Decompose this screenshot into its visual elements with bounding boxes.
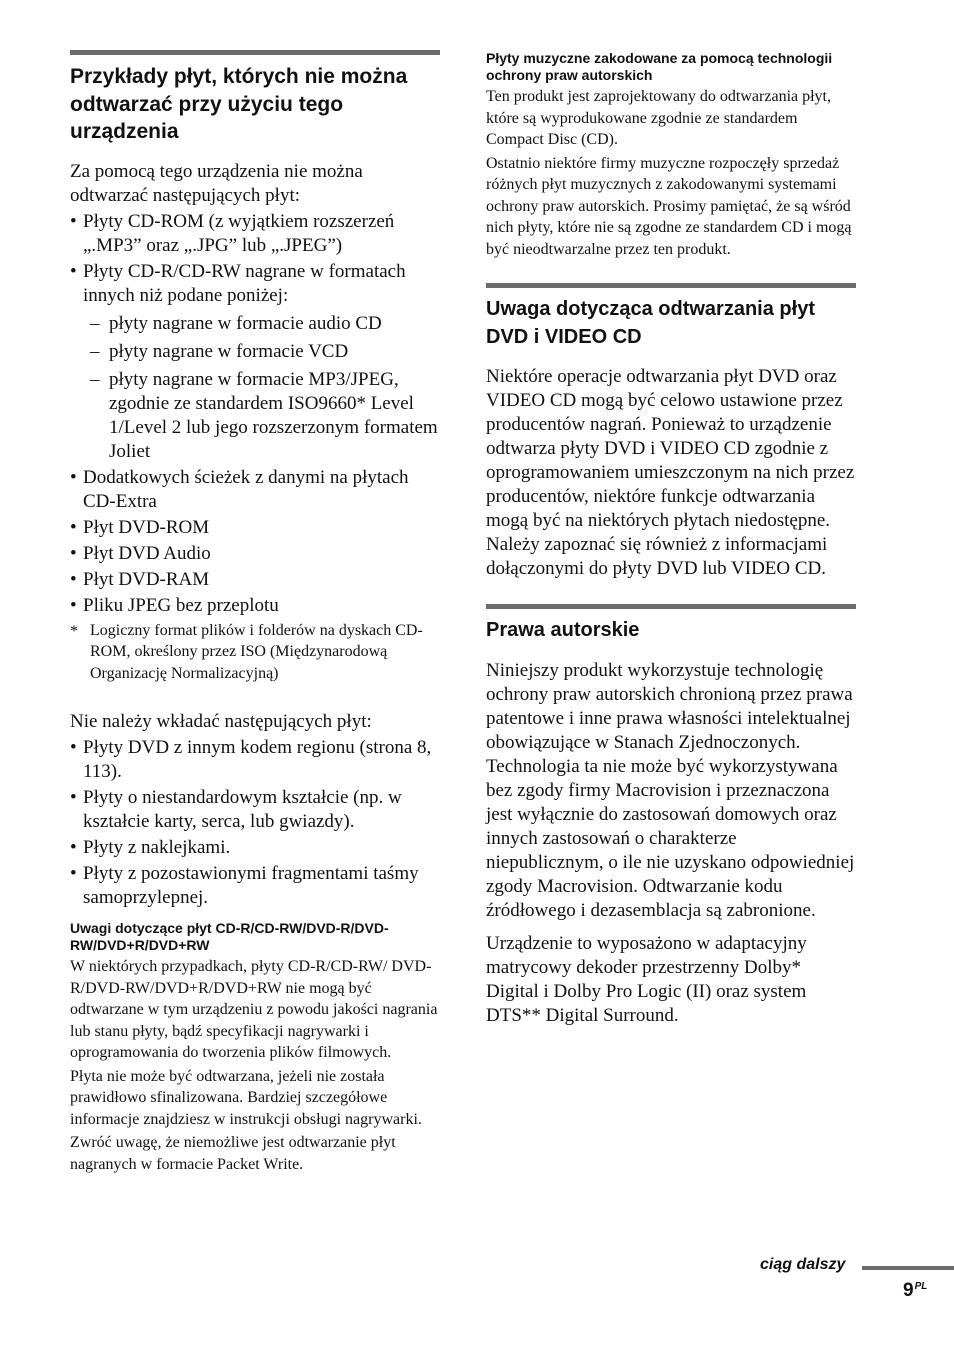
body-paragraph: Urządzenie to wyposażono w adaptacyjny matrycowy dekoder przestrzenny Dolby* Digital i Dolby Pro Logic (II) oraz system DTS** Digital Surround. [486,932,807,1026]
body-paragraph: Niektóre operacje odtwarzania płyt DVD oraz VIDEO CD mogą być celowo ustawione przez producentów nagrań. Ponieważ to urządzenie odtwarza płyty DVD i VIDEO CD zgodnie z oprogramowaniem umieszczonym na nich przez producentów, niektóre funkcje odtwarzania mogą być na niektórych płytach niedostępne. Należy zapoznać się również z informacjami dołączonymi do płyty DVD lub VIDEO CD. [486,366,855,579]
note-paragraph: Ten produkt jest zaprojektowany do odtwarzania płyt, które są wyprodukowane zgodnie ze standardem Compact Disc (CD). [486,88,831,148]
section-heading-unplayable-discs: Przykłady płyt, których nie można odtwarzać przy użyciu tego urządzenia [70,65,408,143]
section-rule [70,50,440,55]
section-rule [486,604,856,609]
right-column [486,50,856,1028]
page-number [903,1280,927,1302]
list-item: • Płyty o niestandardowym kształcie (np. w kształcie karty, serca, lub gwiazdy). [70,786,440,834]
sub-list-item: – płyty nagrane w formacie VCD [70,340,440,364]
subheading-recordable-discs: Uwagi dotyczące płyt CD-R/CD-RW/DVD-R/DVD-RW/DVD+R/DVD+RW [70,920,389,953]
list-item: • Płyty DVD z innym kodem regionu (strona 8, 113). [70,736,440,784]
note-paragraph: Ostatnio niektóre firmy muzyczne rozpoczęły sprzedaż różnych płyt muzycznych z zakodowanymi systemami ochrony praw autorskich. Prosimy pamiętać, że są wśród nich płyty, które nie są zgodne ze standardem CD i mogą być nieodtwarzalne przez ten produkt. [486,154,852,258]
list-item: • Płyty CD-ROM (z wyjątkiem rozszerzeń „.MP3” oraz „.JPG” lub „.JPEG”) [70,210,440,258]
note-paragraph: W niektórych przypadkach, płyty CD-R/CD-RW/ DVD-R/DVD-RW/DVD+R/DVD+RW nie mogą być odtwarzane w tym urządzeniu z powodu jakości nagrania lub stanu płyty, bądź specyfikacji nagrywarki i oprogramowania do tworzenia plików filmowych. [70,958,438,1061]
footnote: * Logiczny format plików i folderów na dyskach CD-ROM, określony przez ISO (Międzynarodową Organizację Normalizacyjną) [70,620,440,685]
note-paragraph: Płyta nie może być odtwarzana, jeżeli nie została prawidłowo sfinalizowana. Bardziej szczegółowe informacje znajdziesz w instrukcji obsługi nagrywarki. [70,1067,422,1128]
list-item: • Płyty CD-R/CD-RW nagrane w formatach innych niż podane poniżej: [70,260,440,308]
intro-paragraph: Za pomocą tego urządzenia nie można odtwarzać następujących płyt: [70,160,363,206]
section-heading-dvd-vcd-playback: Uwaga dotycząca odtwarzania płyt DVD i VIDEO CD [486,298,815,348]
sub-list-item: – płyty nagrane w formacie MP3/JPEG, zgodnie ze standardem ISO9660* Level 1/Level 2 lub jego rozszerzonym formatem Joliet [70,368,440,464]
list-item: • Pliku JPEG bez przeplotu [70,594,440,618]
list-item: • Płyt DVD Audio [70,542,440,566]
page-number-value: 9 [903,1280,914,1301]
list-item: • Płyt DVD-RAM [70,568,440,592]
section-heading-copyright: Prawa autorskie [486,619,640,641]
list-item: • Dodatkowych ścieżek z danymi na płytach CD-Extra [70,466,440,514]
continued-bar [862,1266,954,1270]
list-item: • Płyt DVD-ROM [70,516,440,540]
list-item: • Płyty z pozostawionymi fragmentami taśmy samoprzylepnej. [70,862,440,910]
body-paragraph: Niniejszy produkt wykorzystuje technologię ochrony praw autorskich chronioną przez prawa patentowe i inne prawa własności intelektualnej obowiązujące w Stanach Zjednoczonych. Technologia ta nie może być wykorzystywana bez zgody firmy Macrovision i przeznaczona jest wyłącznie do zastosowań domowych oraz innych zastosowań o charakterze niepublicznym, o ile nie uzyskano odpowiedniej zgody Macrovision. Odtwarzanie kodu źródłowego i dezasemblacja są zabronione. [486,659,855,921]
intro-paragraph-2: Nie należy wkładać następujących płyt: [70,711,372,732]
continued-label: ciąg dalszy [760,1256,846,1273]
section-rule [486,283,856,288]
note-paragraph: Zwróć uwagę, że niemożliwe jest odtwarzanie płyt nagranych w formacie Packet Write. [70,1134,396,1173]
subheading-copy-protected-discs: Płyty muzyczne zakodowane za pomocą technologii ochrony praw autorskich [486,50,833,83]
sub-list-item: – płyty nagrane w formacie audio CD [70,312,440,336]
page-language-suffix: PL [914,1280,928,1292]
left-column [70,50,440,1175]
list-item: • Płyty z naklejkami. [70,836,440,860]
